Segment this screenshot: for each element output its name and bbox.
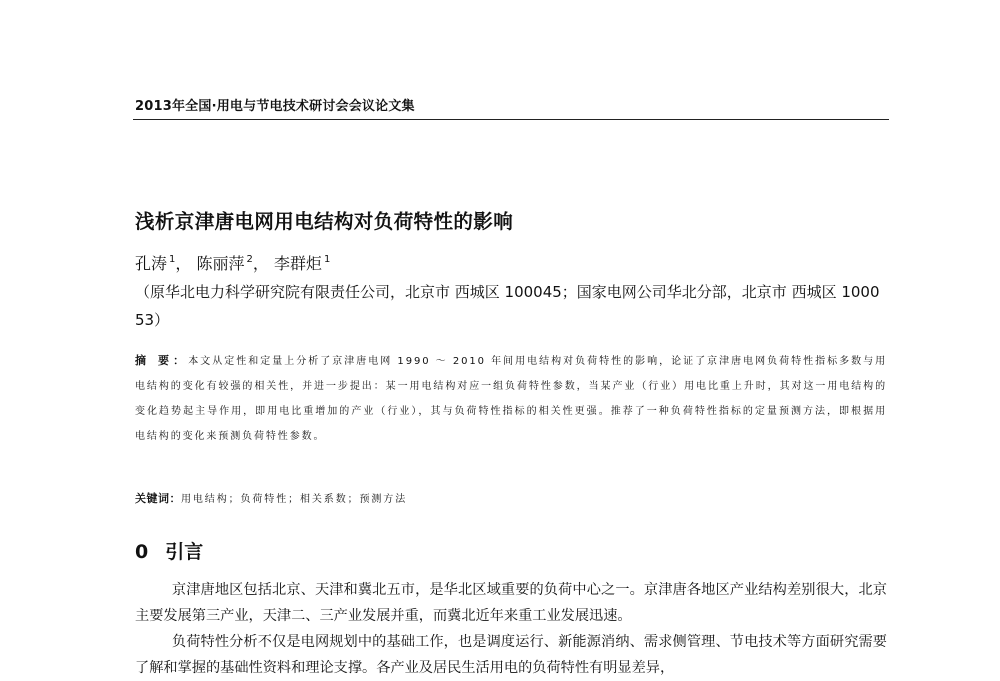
author-name: 孔涛 <box>135 254 168 273</box>
author-list <box>135 251 330 274</box>
paper-title: 浅析京津唐电网用电结构对负荷特性的影响 <box>135 210 514 233</box>
author-affiliation-mark: 1 <box>324 254 331 265</box>
header-rule <box>133 119 889 120</box>
section-number: 0 <box>135 541 149 563</box>
body-text <box>135 577 887 681</box>
running-head: 2013年全国·用电与节电技术研讨会会议论文集 <box>135 99 415 114</box>
author-affiliation-mark: 1 <box>169 254 176 265</box>
author-name: 李群炬 <box>274 254 323 273</box>
keywords <box>135 490 407 506</box>
author-name: 陈丽萍 <box>196 254 245 273</box>
author-separator: ， <box>252 254 269 273</box>
author-affiliation-mark: 2 <box>246 254 253 265</box>
paragraph: 京津唐地区包括北京、天津和冀北五市，是华北区域重要的负荷中心之一。京津唐各地区产业结构差别很大，北京主要发展第三产业，天津二、三产业发展并重，而冀北近年来重工业发展迅速。 <box>135 582 887 624</box>
section-heading <box>135 537 203 564</box>
section-title: 引言 <box>165 541 204 563</box>
keywords-text: 用电结构；负荷特性；相关系数；预测方法 <box>181 494 408 505</box>
abstract-text: 本文从定性和定量上分析了京津唐电网 1990 ～ 2010 年间用电结构对负荷特性的影响，论证了京津唐电网负荷特性指标多数与用电结构的变化有较强的相关性，并进一步提出：某一用电结构对应一组负荷特性参数，当某产业（行业）用电比重上升时，其对这一用电结构的变化趋势起主导作用，即用电比重增加的产业（行业），其与负荷特性指标的相关性更强。推荐了一种负荷特性指标的定量预测方法，即根据用电结构的变化来预测负荷特性参数。 <box>135 356 887 442</box>
abstract-label: 摘 要： <box>135 354 189 367</box>
keywords-label: 关键词： <box>135 492 181 505</box>
abstract <box>135 348 887 449</box>
author-separator: ， <box>175 254 192 273</box>
affiliation: （原华北电力科学研究院有限责任公司，北京市 西城区 100045；国家电网公司华北分部，北京市 西城区 100053） <box>135 283 880 329</box>
paragraph: 负荷特性分析不仅是电网规划中的基础工作，也是调度运行、新能源消纳、需求侧管理、节电技术等方面研究需要了解和掌握的基础性资料和理论支撑。各产业及居民生活用电的负荷特性有明显差异， <box>135 634 887 676</box>
